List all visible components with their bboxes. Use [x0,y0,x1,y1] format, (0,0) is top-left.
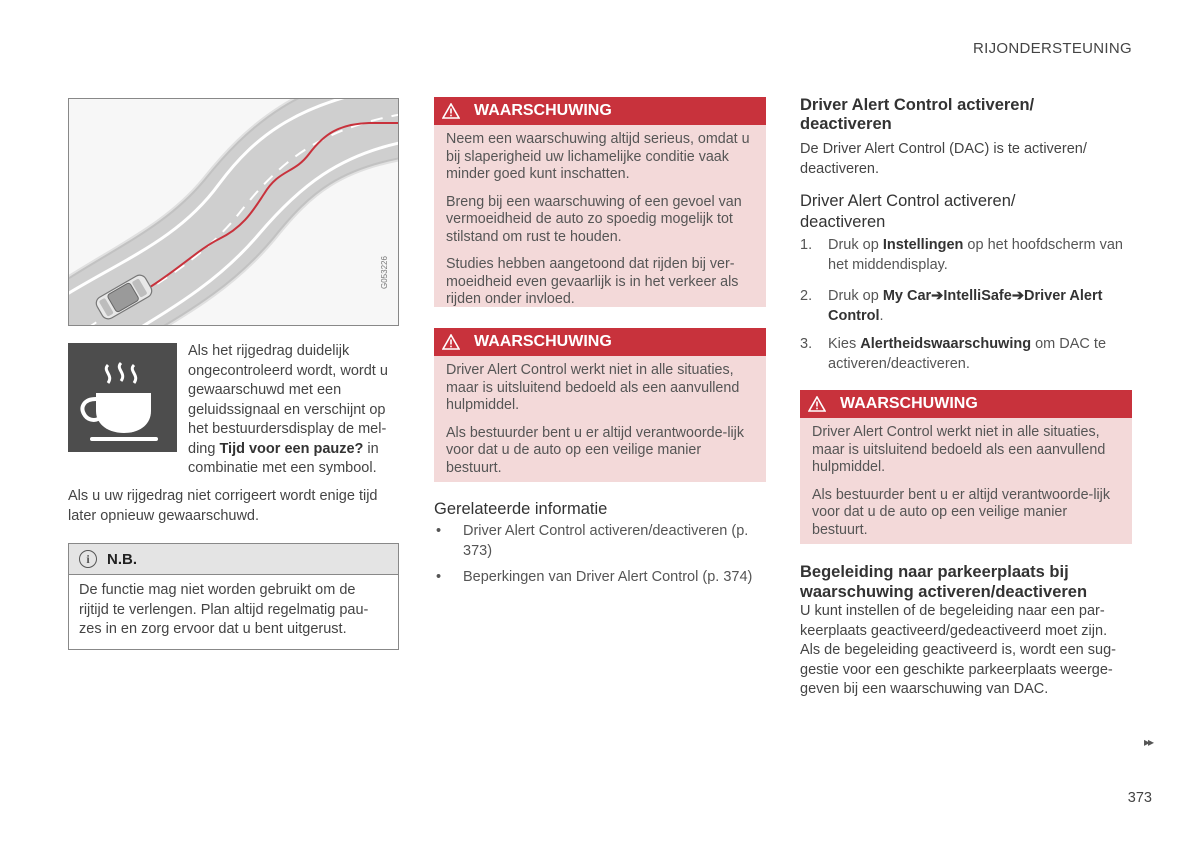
info-icon: i [79,550,97,568]
related-link-1[interactable] [434,522,764,561]
warning-2-text-2: Als bestuurder bent u er altijd verantwoorde-lijk voor dat u de auto op een veilige manier bestuurt. [446,424,745,476]
step-3-alertness: Alertheidswaarschuwing [860,336,1032,352]
road-illustration [69,99,399,326]
related-info [434,499,764,595]
warning-2-text-1: Driver Alert Control werkt niet in alle situaties, maar is uitsluitend bedoeld als een aanvullend hulpmiddel. [446,362,740,413]
step-1-post: op het hoofdscherm van het middendisplay. [828,237,1123,273]
warning-triangle-icon [442,334,460,350]
repeat-warning-paragraph: Als u uw rijgedrag niet corrigeert wordt enige tijd later opnieuw gewaarschuwd. [68,488,378,524]
warning-triangle-icon [442,103,460,119]
warning-title-3: WAARSCHUWING [840,395,978,412]
parking-text: U kunt instellen of de begeleiding naar een par-keerplaats geactiveerd/gedeactiveerd moet zijn. Als de begeleiding geactiveerd is, wordt een sug-gestie voor een geschikte parkeerplaats weerge-geven bij een waarschuwing van DAC. [800,603,1116,697]
steps-list [800,236,1135,374]
warning-3-text-2: Als bestuurder bent u er altijd verantwoorde-lijk voor dat u de auto op een veilige manier bestuurt. [812,486,1111,538]
next-page-icon[interactable]: ▸▸ [1143,735,1152,749]
drowsy-driving-illustration [68,98,399,326]
step-3-pre: Kies [828,336,861,352]
warning-title-1: WAARSCHUWING [474,102,612,119]
right-column [800,96,1135,383]
warning-1-text-2: Breng bij een waarschuwing of een gevoel van vermoeidheid de auto zo spoedig mogelijk tot stilstand om rust te houden. [446,193,742,245]
warning-triangle-icon [808,396,826,412]
warning-body-3 [800,418,1132,547]
cup-text-message: Tijd voor een pauze? [219,440,364,457]
dac-title: Driver Alert Control activeren/ deactiveren [800,96,1035,133]
related-list [434,522,764,588]
step-1 [800,236,1135,275]
arrow-icon: ➔ [931,288,944,304]
step-2 [800,287,1135,326]
coffee-cup-icon [68,343,177,452]
related-title: Gerelateerde informatie [434,500,608,518]
figure-code: G053226 [380,256,389,289]
step-1-pre: Druk op [828,237,883,253]
warning-header-2 [434,328,766,356]
related-link-2[interactable] [434,568,764,588]
warning-body-1 [434,125,766,317]
section-title: RIJONDERSTEUNING [973,40,1132,57]
dac-subtitle: Driver Alert Control activeren/ deactiveren [800,192,1016,231]
step-number: 1. [800,237,813,253]
step-1-settings: Instellingen [882,237,964,253]
warning-box-2 [434,328,766,482]
warning-header-3 [800,390,1132,418]
step-3-post: om DAC te activeren/deactiveren. [828,336,1107,372]
step-number: 2. [800,288,813,304]
warning-1-text-3: Studies hebben aangetoond dat rijden bij ver-moeidheid even gevaarlijk is in het verkeer als rijden onder invloed. [446,256,739,307]
related-link-1-text[interactable]: Driver Alert Control activeren/deactiveren (p. 373) [463,523,749,559]
warning-3-text-1: Driver Alert Control werkt niet in alle situaties, maar is uitsluitend bedoeld als een aanvullend hulpmiddel. [812,424,1106,475]
page-number: 373 [1127,790,1152,806]
cup-text-pre: Als het rijgedrag duidelijk ongecontroleerd wordt, wordt u gewaarschuwd met een geluidssignaal en verschijnt op het bestuurdersdisplay de mel-ding [188,343,388,457]
step-2-dac: Driver Alert Control [828,288,1103,324]
warning-title-2: WAARSCHUWING [474,333,612,350]
step-number: 3. [800,336,813,352]
dac-intro: De Driver Alert Control (DAC) is te activeren/ deactiveren. [800,141,1087,177]
warning-box-1 [434,97,766,307]
step-2-intellisafe: IntelliSafe [943,288,1012,304]
arrow-icon: ➔ [1011,288,1024,304]
warning-header-1 [434,97,766,125]
related-link-2-text[interactable]: Beperkingen van Driver Alert Control (p. 374) [463,569,753,585]
warning-box-3 [800,390,1132,544]
note-text: De functie mag niet worden gebruikt om de rijtijd te verlengen. Plan altijd regelmatig pau-zes in en zorg ervoor dat u bent uitgerust. [79,582,369,637]
note-box [68,543,399,650]
cup-text-post: in combinatie met een symbool. [188,440,379,476]
bullet: • [436,523,442,539]
step-2-pre: Druk op [828,288,883,304]
bullet: • [436,569,442,585]
warning-1-text-1: Neem een waarschuwing altijd serieus, omdat u bij slaperigheid uw lichamelijke conditie vaak minder goed kunt inschatten. [446,131,750,182]
note-header [69,544,398,575]
step-2-post: . [879,307,884,324]
note-title: N.B. [107,550,137,568]
step-2-mycar: My Car [882,288,932,304]
parking-title: Begeleiding naar parkeerplaats bij waarschuwing activeren/deactiveren [800,563,1088,601]
cup-description [188,342,400,479]
parking-section [800,562,1130,700]
warning-body-2 [434,356,766,485]
step-3 [800,335,1135,374]
